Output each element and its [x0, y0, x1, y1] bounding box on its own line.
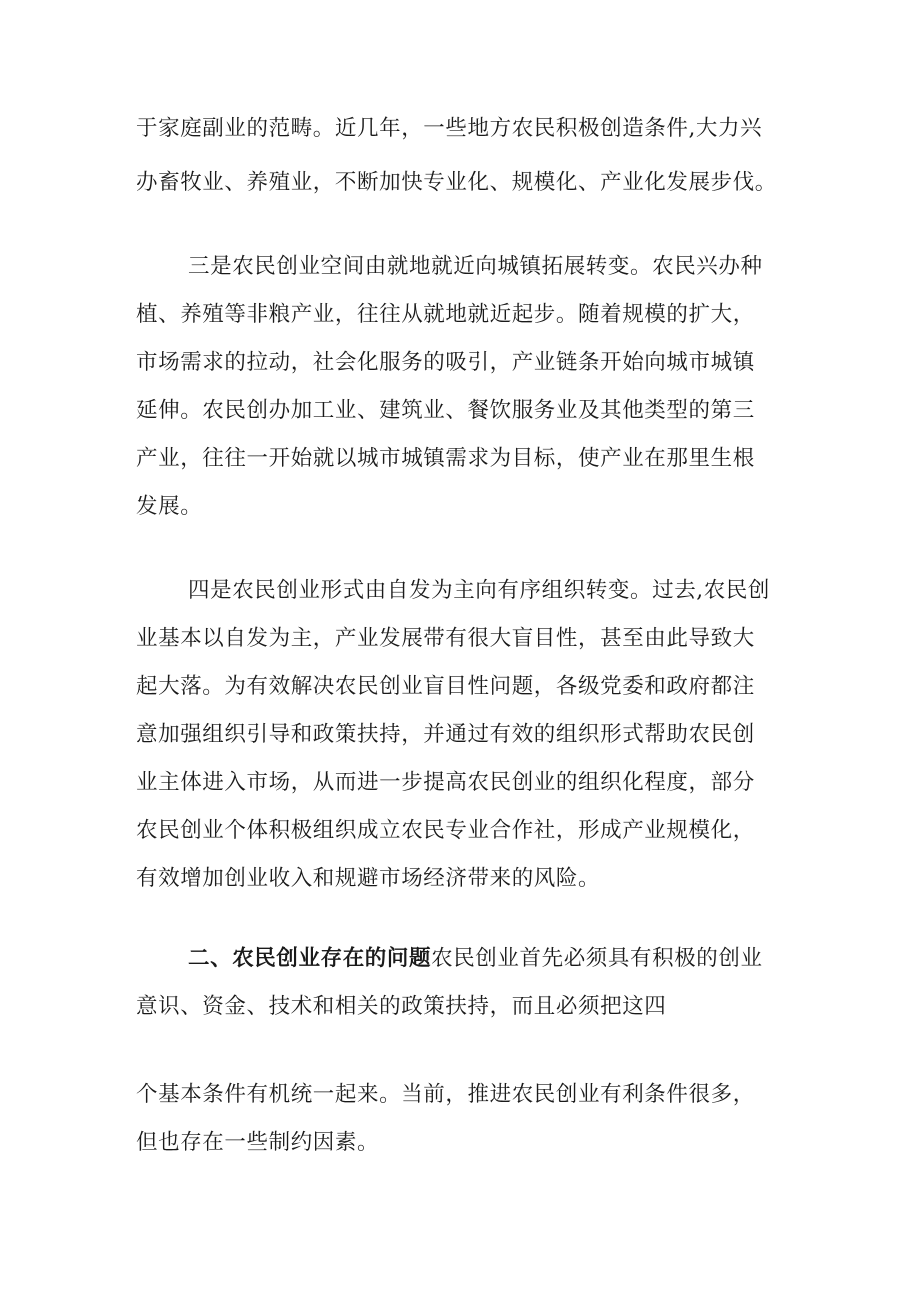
paragraph-line: 四是农民创业形式由自发为主向有序组织转变。过去,农民创	[188, 578, 771, 603]
paragraph-line: 起大落。为有效解决农民创业盲目性问题，各级党委和政府都注	[136, 674, 755, 699]
paragraph-line: 市场需求的拉动，社会化服务的吸引，产业链条开始向城市城镇	[136, 350, 755, 375]
paragraph-line: 延伸。农民创办加工业、建筑业、餐饮服务业及其他类型的第三	[136, 398, 755, 423]
paragraph-line: 个基本条件有机统一起来。当前，推进农民创业有利条件很多，	[136, 1082, 755, 1107]
paragraph-line: 业主体进入市场，从而进一步提高农民创业的组织化程度，部分	[136, 770, 755, 795]
paragraph-line: 于家庭副业的范畴。近几年，一些地方农民积极创造条件,大力兴	[136, 116, 763, 141]
paragraph-line: 业基本以自发为主，产业发展带有很大盲目性，甚至由此导致大	[136, 626, 755, 651]
heading-line-rest: 农民创业首先必须具有积极的创业	[431, 946, 763, 971]
paragraph-line: 农民创业个体积极组织成立农民专业合作社，形成产业规模化，	[136, 818, 755, 843]
paragraph-line: 但也存在一些制约因素。	[136, 1130, 380, 1155]
paragraph-line: 意加强组织引导和政策扶持，并通过有效的组织形式帮助农民创	[136, 722, 755, 747]
paragraph-line: 意识、资金、技术和相关的政策扶持，而且必须把这四	[136, 994, 667, 1019]
paragraph-line: 产业，往往一开始就以城市城镇需求为目标，使产业在那里生根	[136, 446, 755, 471]
paragraph-line: 有效增加创业收入和规避市场经济带来的风险。	[136, 866, 601, 891]
paragraph-line: 发展。	[136, 494, 203, 519]
paragraph-line	[188, 944, 796, 974]
section-heading: 二、农民创业存在的问题	[188, 946, 432, 971]
paragraph-line: 三是农民创业空间由就地就近向城镇拓展转变。农民兴办种	[188, 254, 763, 279]
paragraph-line: 植、养殖等非粮产业，往往从就地就近起步。随着规模的扩大，	[136, 302, 755, 327]
paragraph-line: 办畜牧业、养殖业，不断加快专业化、规模化、产业化发展步伐。	[136, 170, 777, 195]
